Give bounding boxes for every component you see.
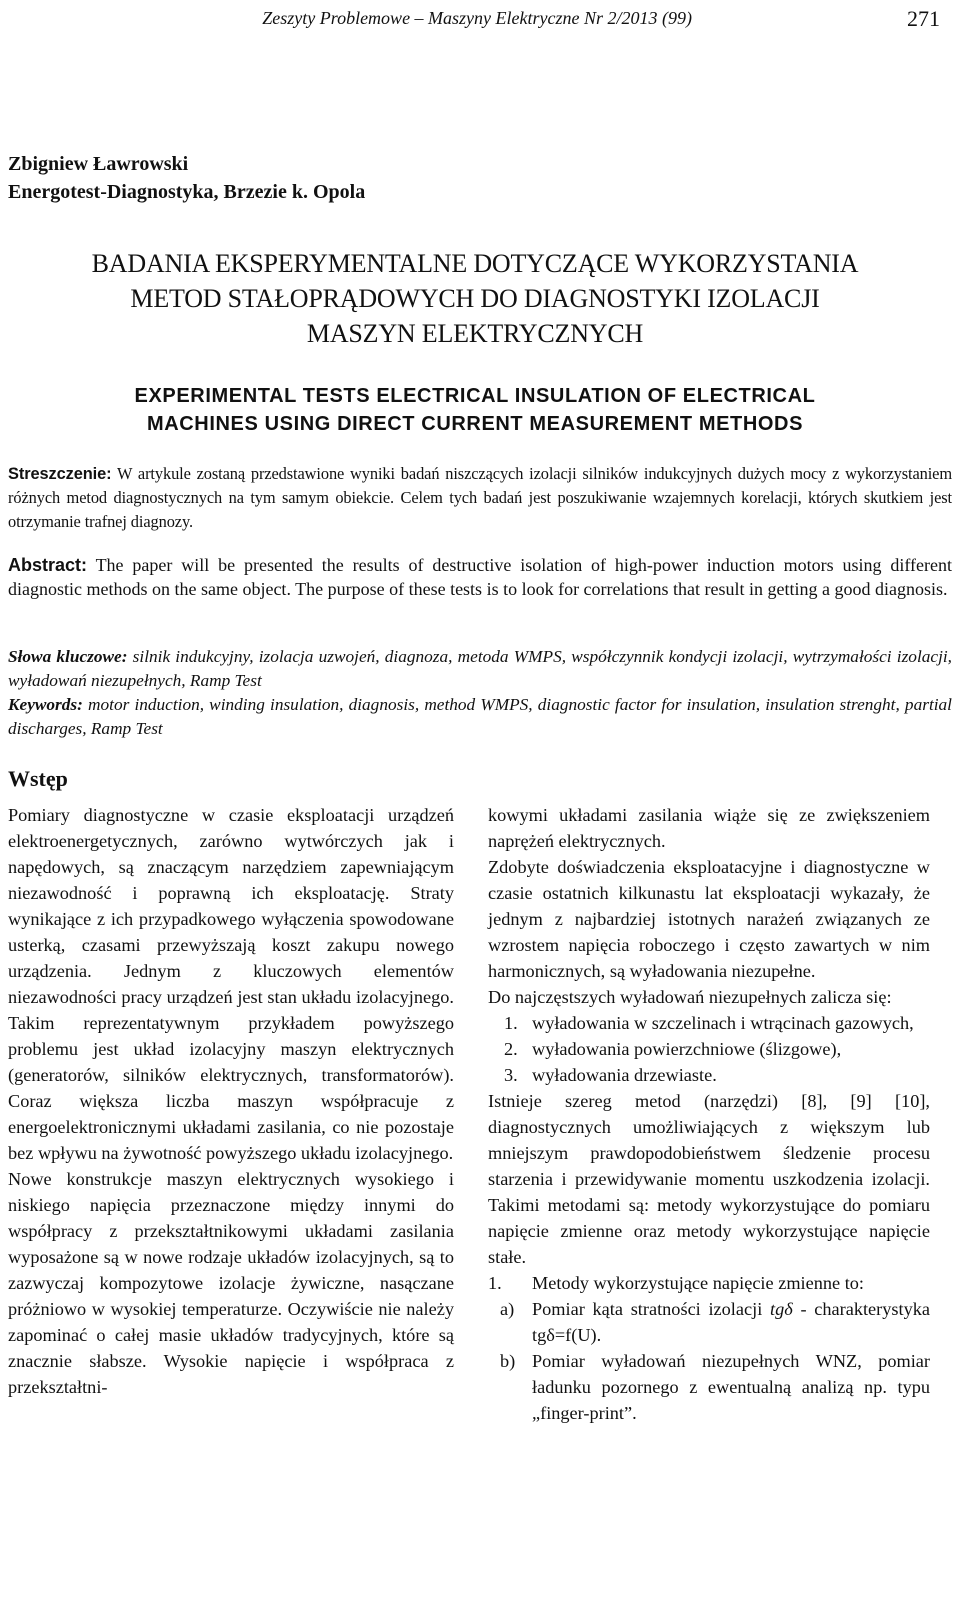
title-en-line: MACHINES USING DIRECT CURRENT MEASUREMENT METHODS [146, 413, 804, 435]
list-marker: 2. [504, 1039, 518, 1059]
body-paragraph: Istnieje szereg metod (narzędzi) [8], [9] [10], diagnostycznych umożliwiających z większym lub mniejszym prawdopodobieństwem śledzenie procesu starzenia i przewidywanie momentu uszkodzenia izolacji. Takimi metodami są: metody wykorzystujące do pomiaru napięcie zmienne oraz metody wykorzystujące napięcie stałe. [488, 1091, 930, 1267]
title-pl-line: METOD STAŁOPRĄDOWYCH DO DIAGNOSTYKI IZOLACJI [130, 284, 820, 313]
tg-delta-symbol: tgδ [770, 1299, 793, 1319]
body-paragraph: Nowe konstrukcje maszyn elektrycznych wysokiego i niskiego napięcia przeznaczone między innymi do współpracy z przekształtnikowymi układami zasilania wyposażone są w nowe rodzaje układów izolacyjnych, są to zazwyczaj kompozytowe izolacje żywiczne, nasączane próżniowo w wysokiej temperaturze. Oczywiście nie należy zapominać o całej masie układów tradycyjnych, które są znacznie słabsze. Wysokie napięcie i współpraca z przekształtni- [8, 1169, 454, 1397]
left-column [8, 802, 454, 1400]
title-en-line: EXPERIMENTAL TESTS ELECTRICAL INSULATION OF ELECTRICAL [134, 385, 816, 407]
list-item [488, 1062, 930, 1088]
list-marker: 3. [504, 1065, 518, 1085]
list-item [488, 1296, 930, 1348]
list-item-text: Pomiar wyładowań niezupełnych WNZ, pomiar ładunku pozornego z ewentualną analizą np. typu „finger-print”. [532, 1351, 930, 1423]
title-polish [0, 246, 950, 351]
body-paragraph: Do najczęstszych wyładowań niezupełnych zalicza się: [488, 987, 892, 1007]
keywords-pl-label: Słowa kluczowe: [8, 647, 128, 666]
list-item-text: Metody wykorzystujące napięcie zmienne to: [532, 1273, 864, 1293]
keywords-pl-text: silnik indukcyjny, izolacja uzwojeń, diagnoza, metoda WMPS, współczynnik kondycji izolacji, wytrzymałości izolacji, wyładowań niezupełnych, Ramp Test [8, 647, 952, 690]
keywords-en-label: Keywords: [8, 695, 83, 714]
body-paragraph: Pomiary diagnostyczne w czasie eksploatacji urządzeń elektroenergetycznych, zarówno wytwórczych jak i napędowych, są znaczącym narzędziem zapewniającym niezawodność i poprawną ich eksploatację. Straty wynikające z ich przypadkowego wyłączenia spowodowane usterką, czasami przewyższają koszt zakupu nowego urządzenia. Jednym z kluczowych elementów niezawodności pracy urządzeń jest stan układu izolacyjnego. Takim reprezentatywnym przykładem powyższego problemu jest układ izolacyjny maszyn elektrycznych (generatorów, silników elektrycznych, transformatorów). Coraz większa liczba maszyn współpracuje z energoelektronicznymi układami zasilania, co nie pozostaje bez wpływu na żywotność powyższego układu izolacyjnego. [8, 805, 454, 1163]
title-pl-line: BADANIA EKSPERYMENTALNE DOTYCZĄCE WYKORZYSTANIA [91, 249, 859, 278]
streszczenie-label: Streszczenie: [8, 465, 112, 483]
journal-title: Zeszyty Problemowe – Maszyny Elektryczne Nr 2/2013 (99) [262, 8, 692, 28]
author-name: Zbigniew Ławrowski [8, 153, 189, 175]
page-number: 271 [907, 6, 940, 31]
keywords-en-paragraph [8, 693, 952, 741]
list-item-text: wyładowania drzewiaste. [532, 1065, 717, 1085]
list-item [488, 1270, 930, 1296]
abstract-text: The paper will be presented the results of destructive isolation of high-power induction motors using different diagnostic methods on the same object. The purpose of these tests is to look for correlations that result in getting a good diagnosis. [8, 555, 952, 599]
discharge-types-list [488, 1010, 930, 1088]
keywords-pl-paragraph [8, 645, 952, 693]
methods-sublist [488, 1296, 930, 1426]
streszczenie-text: W artykule zostaną przedstawione wyniki badań niszczących izolacji silników indukcyjnych dużych mocy z wykorzystaniem różnych metod diagnostycznych na tym samym obiekcie. Celem tych badań jest poszukiwanie wzajemnych korelacji, których skutkiem jest otrzymanie trafnej diagnozy. [8, 464, 952, 531]
abstract-label: Abstract: [8, 555, 88, 575]
body-paragraph: kowymi układami zasilania wiąże się ze zwiększeniem naprężeń elektrycznych. [488, 805, 930, 851]
list-item-text: Pomiar kąta stratności izolacji [532, 1299, 763, 1319]
title-pl-line: MASZYN ELEKTRYCZNYCH [306, 319, 644, 348]
body-paragraph: Zdobyte doświadczenia eksploatacyjne i diagnostyczne w czasie ostatnich kilkunastu lat eksploatacji wykazały, że jednym z najbardziej istotnych narażeń związanych ze wzrostem napięcia roboczego i często zawartych w nim harmonicznych, są wyładowania niezupełne. [488, 857, 930, 981]
list-marker: a) [500, 1299, 515, 1319]
methods-list [488, 1270, 930, 1296]
list-item [488, 1348, 930, 1426]
streszczenie-paragraph [8, 462, 952, 534]
list-item-text: - charakterystyka tgδ=f(U). [532, 1299, 930, 1345]
page-header [0, 4, 960, 31]
list-item-text: wyładowania w szczelinach i wtrącinach gazowych, [532, 1013, 914, 1033]
list-item [488, 1010, 930, 1036]
list-item [488, 1036, 930, 1062]
list-marker: 1. [488, 1273, 502, 1293]
section-title: Wstęp [8, 766, 68, 791]
list-item-text: wyładowania powierzchniowe (ślizgowe), [532, 1039, 842, 1059]
abstract-paragraph [8, 553, 952, 601]
list-marker: b) [500, 1351, 516, 1371]
author-affiliation: Energotest-Diagnostyka, Brzezie k. Opola [8, 181, 366, 203]
keywords-en-text: motor induction, winding insulation, diagnosis, method WMPS, diagnostic factor for insulation, insulation strenght, partial discharges, Ramp Test [8, 695, 952, 738]
title-english [0, 382, 950, 438]
author-block [8, 150, 365, 206]
right-column [488, 802, 930, 1426]
list-marker: 1. [504, 1013, 518, 1033]
